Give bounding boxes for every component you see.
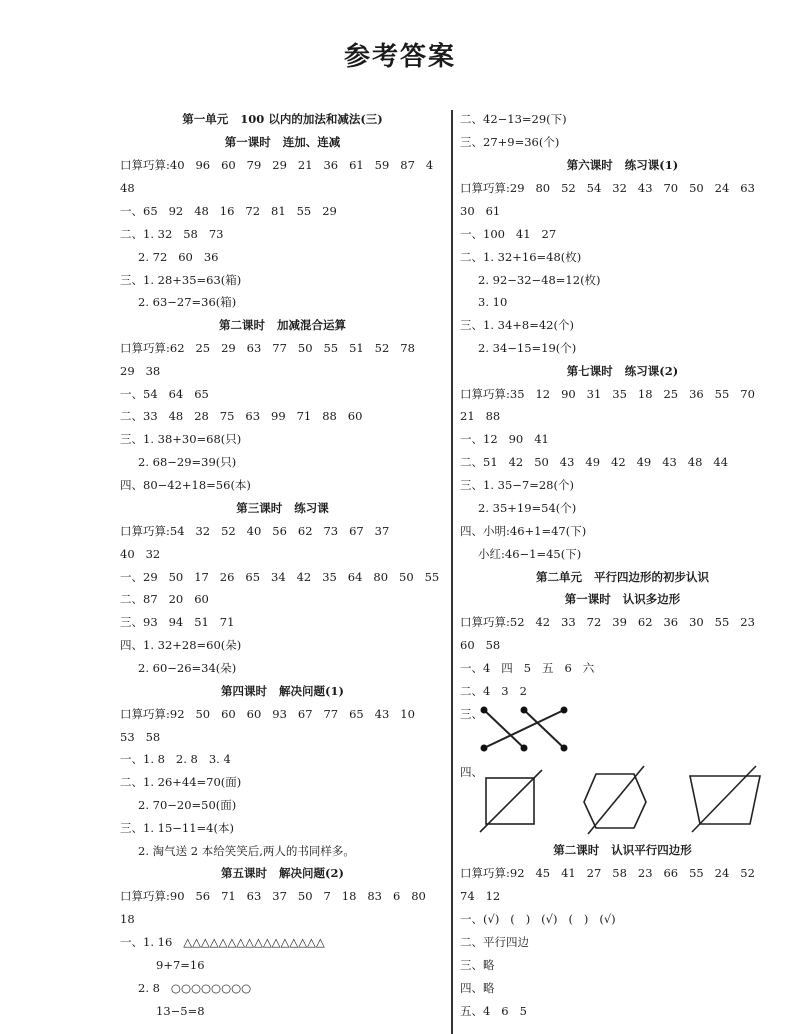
- answer-line: 口算巧算:92 50 60 60 93 67 77 65 43 10: [120, 707, 415, 721]
- section-heading: 第七课时 练习课(2): [566, 364, 679, 378]
- section-heading: 第二课时 认识平行四边形: [553, 843, 692, 857]
- answer-line: 29 38: [120, 364, 161, 378]
- section-heading: 第六课时 练习课(1): [566, 158, 679, 172]
- answer-line: 口算巧算:29 80 52 54 32 43 70 50 24 63: [460, 181, 755, 195]
- answer-line: 2. 60−26=34(朵): [138, 661, 237, 675]
- answer-line: 四、: [460, 765, 483, 779]
- answer-line: 五、4 6 5: [460, 1004, 527, 1018]
- answer-line: 口算巧算:92 45 41 27 58 23 66 55 24 52: [460, 866, 755, 880]
- answer-line: 一、100 41 27: [460, 227, 557, 241]
- answer-line: 四、略: [460, 981, 495, 995]
- answer-line: 四、80−42+18=56(本): [120, 478, 251, 492]
- answer-line: 2. 70−20=50(面): [138, 798, 237, 812]
- answer-line: 2. 34−15=19(个): [478, 341, 577, 355]
- answer-line: 三、27+9=36(个): [460, 135, 560, 149]
- section-heading: 第一课时 认识多边形: [564, 592, 681, 606]
- section-heading: 第一课时 连加、连减: [224, 135, 341, 149]
- answer-line: 一、12 90 41: [460, 432, 549, 446]
- answer-line: 口算巧算:90 56 71 63 37 50 7 18 83 6 80: [120, 889, 426, 903]
- answer-line: 三、1. 28+35=63(箱): [120, 273, 242, 287]
- answer-line: 二、1. 32 58 73: [120, 227, 224, 241]
- answer-line: 2. 92−32−48=12(枚): [478, 273, 601, 287]
- answer-line: 口算巧算:40 96 60 79 29 21 36 61 59 87 4: [120, 158, 434, 172]
- answer-line: 9+7=16: [156, 958, 205, 972]
- section-heading: 第一单元 100 以内的加法和减法(三): [182, 112, 383, 126]
- answer-line: 2. 淘气送 2 本给笑笑后,两人的书同样多。: [138, 844, 355, 858]
- answer-line: 2. 8 ○○○○○○○○: [138, 981, 252, 995]
- answer-line: 口算巧算:52 42 33 72 39 62 36 30 55 23: [460, 615, 755, 629]
- page-title: 参考答案: [343, 42, 456, 72]
- section-heading: 第三课时 练习课: [236, 501, 329, 515]
- answer-line: 口算巧算:62 25 29 63 77 50 55 51 52 78: [120, 341, 415, 355]
- answer-line: 三、1. 34+8=42(个): [460, 318, 574, 332]
- answer-line: 三、93 94 51 71: [120, 615, 235, 629]
- answer-line: 小红:46−1=45(下): [478, 547, 582, 561]
- answer-line: 三、: [460, 707, 483, 721]
- answer-line: 三、1. 35−7=28(个): [460, 478, 574, 492]
- answer-line: 40 32: [120, 547, 161, 561]
- answer-line: 2. 68−29=39(只): [138, 455, 237, 469]
- answer-line: 三、1. 38+30=68(只): [120, 432, 242, 446]
- answer-line: 一、1. 8 2. 8 3. 4: [120, 752, 231, 766]
- answer-line: 2. 35+19=54(个): [478, 501, 577, 515]
- answer-line: 口算巧算:54 32 52 40 56 62 73 67 37: [120, 524, 390, 538]
- answer-line: 21 88: [460, 409, 501, 423]
- section-heading: 第四课时 解决问题(1): [221, 684, 344, 698]
- section-heading: 第五课时 解决问题(2): [221, 866, 344, 880]
- answer-line: 一、54 64 65: [120, 387, 209, 401]
- answer-line: 一、29 50 17 26 65 34 42 35 64 80 50 55: [120, 570, 440, 584]
- shapes-diagram: [480, 766, 780, 836]
- answer-line: 13−5=8: [156, 1004, 205, 1018]
- answer-line: 48: [120, 181, 135, 195]
- answer-line: 60 58: [460, 638, 501, 652]
- answer-line: 3. 10: [478, 295, 508, 309]
- answer-line: 二、4 3 2: [460, 684, 527, 698]
- answer-line: 2. 72 60 36: [138, 250, 219, 264]
- column-divider: [451, 110, 453, 1034]
- answer-line: 三、1. 15−11=4(本): [120, 821, 234, 835]
- answer-line: 53 58: [120, 730, 161, 744]
- answer-line: 二、1. 26+44=70(面): [120, 775, 242, 789]
- answer-line: 二、51 42 50 43 49 42 49 43 48 44: [460, 455, 729, 469]
- matching-diagram: [480, 704, 570, 754]
- answer-line: 三、略: [460, 958, 495, 972]
- answer-line: 四、1. 32+28=60(朵): [120, 638, 242, 652]
- answer-line: 二、1. 32+16=48(枚): [460, 250, 582, 264]
- answer-line: 一、4 四 5 五 6 六: [460, 661, 595, 675]
- section-heading: 第二课时 加减混合运算: [218, 318, 346, 332]
- answer-line: 四、小明:46+1=47(下): [460, 524, 587, 538]
- answer-line: 30 61: [460, 204, 501, 218]
- section-heading: 第二单元 平行四边形的初步认识: [535, 570, 709, 584]
- answer-line: 口算巧算:35 12 90 31 35 18 25 36 55 70: [460, 387, 755, 401]
- answer-line: 二、42−13=29(下): [460, 112, 567, 126]
- answer-line: 一、1. 16 △△△△△△△△△△△△△△△△: [120, 935, 325, 949]
- answer-line: 二、平行四边: [460, 935, 529, 949]
- answer-line: 74 12: [460, 889, 501, 903]
- answer-line: 一、(√) ( ) (√) ( ) (√): [460, 912, 616, 926]
- answer-line: 2. 63−27=36(箱): [138, 295, 237, 309]
- answer-line: 二、33 48 28 75 63 99 71 88 60: [120, 409, 363, 423]
- answer-line: 一、65 92 48 16 72 81 55 29: [120, 204, 337, 218]
- answer-line: 二、87 20 60: [120, 592, 209, 606]
- answer-line: 18: [120, 912, 135, 926]
